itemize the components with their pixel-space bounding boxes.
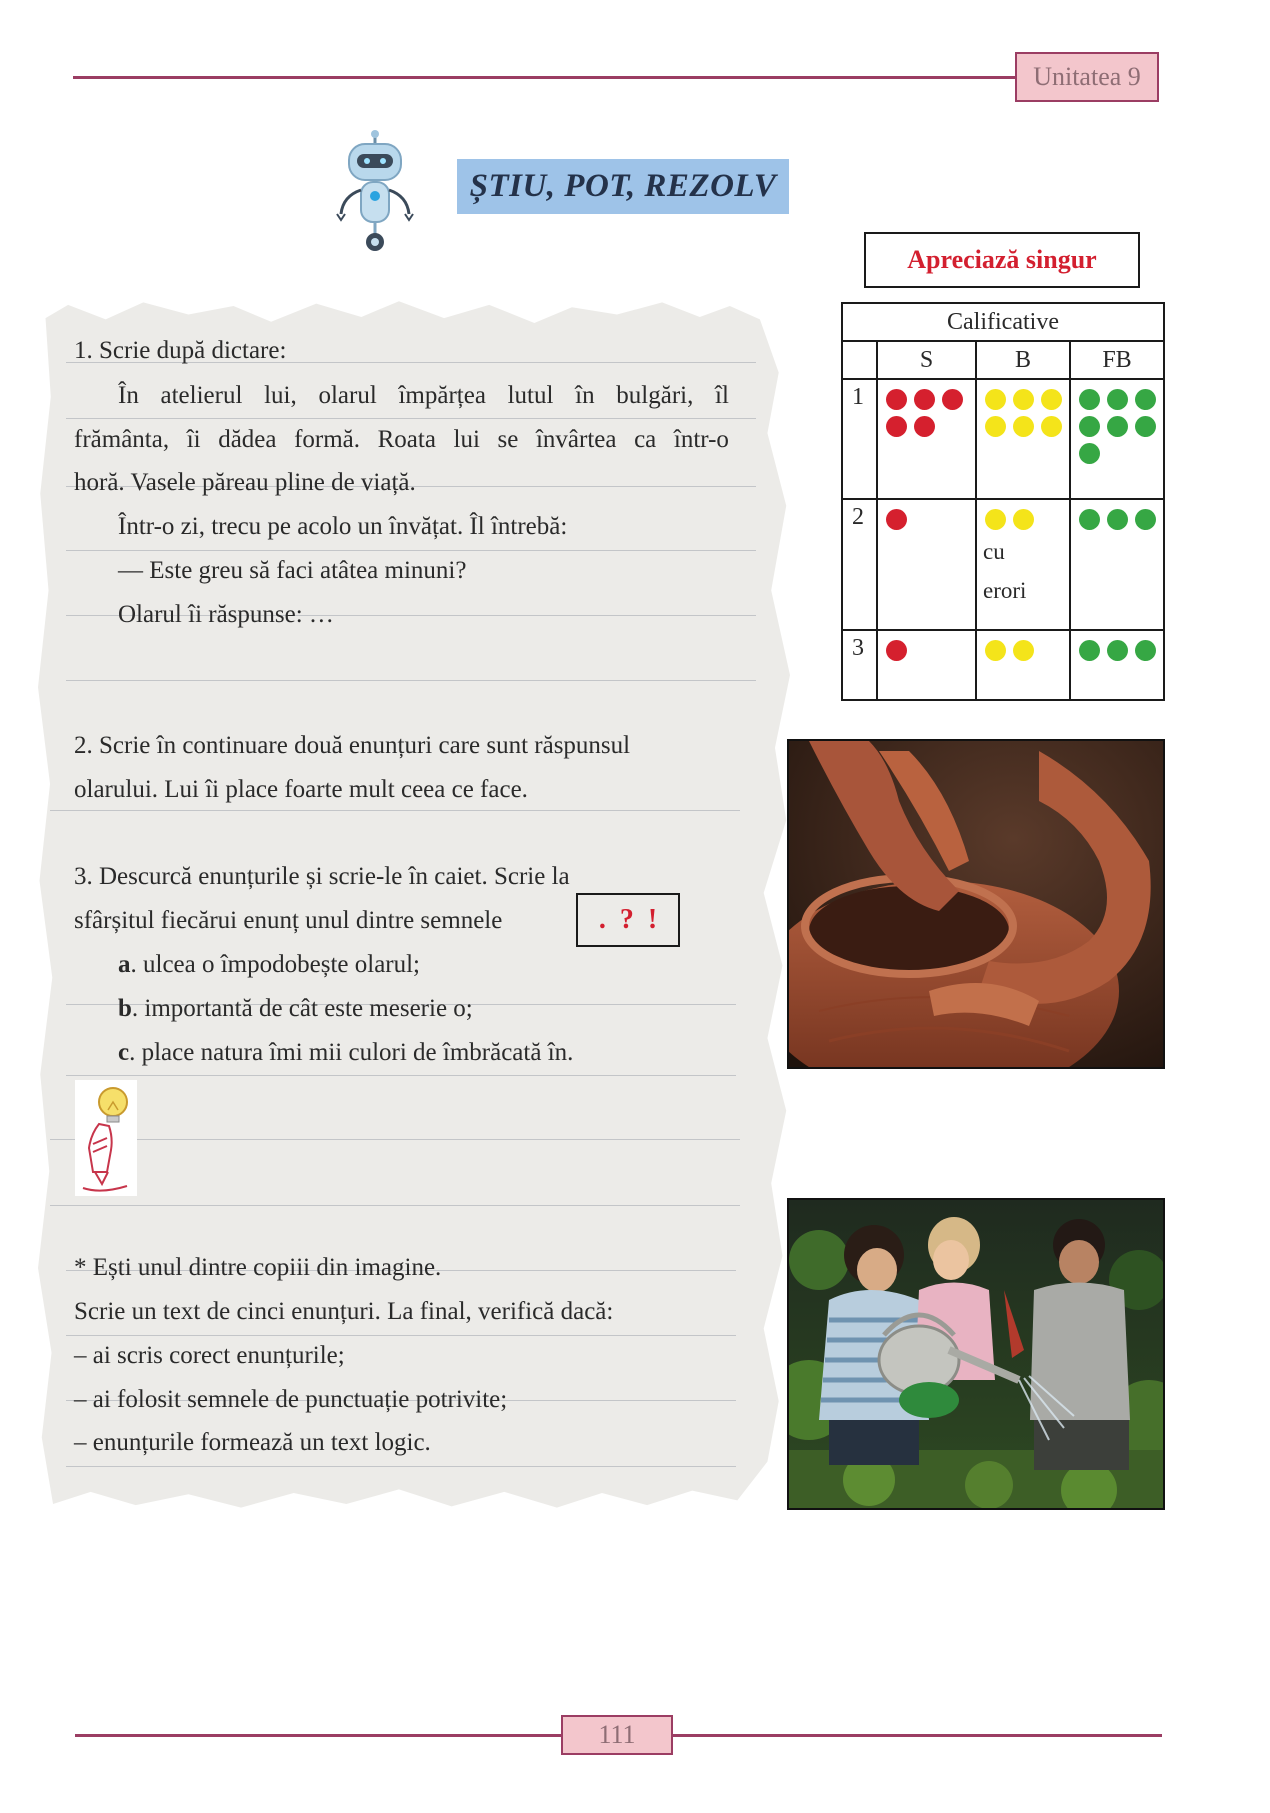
word: învârtea	[535, 426, 617, 453]
rating-cell-s	[877, 630, 976, 700]
item-letter: c	[118, 1039, 130, 1066]
rating-dot	[1135, 416, 1156, 437]
rating-dot	[1107, 416, 1128, 437]
rating-row-number: 1	[842, 379, 877, 499]
rating-table-title: Calificative	[842, 303, 1164, 341]
rating-dot	[1107, 509, 1128, 530]
word: în	[575, 382, 595, 409]
rating-dot	[985, 640, 1006, 661]
sign-question: ?	[619, 904, 634, 935]
exercise1-line5: — Este greu să faci atâtea minuni?	[118, 557, 467, 584]
rating-dot	[886, 389, 907, 410]
exercise3-item-a	[118, 950, 420, 980]
rating-cell-s	[877, 499, 976, 630]
ruled-line	[66, 1335, 736, 1336]
rating-note-erori: erori	[982, 578, 1027, 603]
rating-dot	[1107, 640, 1128, 661]
exercise4-line1: * Ești unul dintre copiii din imagine.	[74, 1254, 442, 1281]
ruled-line	[66, 418, 756, 419]
section-title: ȘTIU, POT, REZOLV	[469, 168, 777, 204]
word: bulgări,	[616, 382, 694, 409]
exercise3-line2: sfârșitul fiecărui enunț unul dintre semnele	[74, 907, 503, 934]
rating-header-s: S	[877, 341, 976, 379]
rating-row-number: 3	[842, 630, 877, 700]
word: îi	[186, 426, 201, 453]
rating-dot	[1013, 640, 1034, 661]
ruled-line	[50, 1205, 740, 1206]
word: atelierul	[160, 382, 243, 409]
rating-dot	[886, 509, 907, 530]
rating-dot	[1013, 416, 1034, 437]
word: îl	[715, 382, 729, 409]
item-text: . place natura îmi mii culori de îmbrăcată în.	[129, 1039, 574, 1066]
pottery-photo	[787, 739, 1165, 1069]
rating-dot	[1013, 509, 1034, 530]
rating-dot	[1135, 640, 1156, 661]
rating-dot	[1135, 389, 1156, 410]
rating-row-number: 2	[842, 499, 877, 630]
ruled-line	[66, 1466, 736, 1467]
exercise1-heading: 1. Scrie după dictare:	[74, 337, 287, 364]
exercise1-line3: horă. Vasele păreau pline de viață.	[74, 469, 416, 496]
rating-note-cu: cu	[982, 539, 1005, 564]
rating-dot	[1041, 389, 1062, 410]
word: lutul	[507, 382, 554, 409]
self-assessment-title: Apreciază singur	[864, 232, 1140, 288]
word: lui	[453, 426, 480, 453]
rating-dot	[1079, 416, 1100, 437]
rating-cell-s	[877, 379, 976, 499]
rating-dot	[1079, 509, 1100, 530]
rating-header-b: B	[976, 341, 1070, 379]
exercise1-line2	[74, 425, 729, 455]
rating-dot	[914, 416, 935, 437]
item-text: . ulcea o împodobește olarul;	[130, 951, 421, 978]
rating-table	[841, 302, 1165, 701]
exercise4-line2: Scrie un text de cinci enunțuri. La final, verifică dacă:	[74, 1298, 614, 1325]
word: într-o	[673, 426, 729, 453]
children-garden-photo	[787, 1198, 1165, 1510]
exercise2-line1: 2. Scrie în continuare două enunțuri care sunt răspunsul	[74, 732, 631, 759]
rating-cell-b	[976, 379, 1070, 499]
word: ca	[634, 426, 657, 453]
rating-dot	[985, 416, 1006, 437]
word: olarul	[318, 382, 377, 409]
rating-dot	[886, 416, 907, 437]
punctuation-signs-box	[576, 893, 680, 947]
exercise3-item-b	[118, 994, 473, 1024]
word: formă.	[294, 426, 361, 453]
sign-exclamation: !	[647, 904, 658, 935]
rating-dot	[1079, 640, 1100, 661]
robot-icon	[333, 130, 417, 254]
rating-header-blank	[842, 341, 877, 379]
exercise1-line4: Într-o zi, trecu pe acolo un învățat. Îl întrebă:	[118, 513, 568, 540]
rating-cell-b	[976, 499, 1070, 630]
rating-dot	[1079, 443, 1100, 464]
lightbulb-pencil-icon	[75, 1080, 137, 1196]
rating-header-fb: FB	[1070, 341, 1164, 379]
ruled-line	[66, 550, 756, 551]
ruled-line	[50, 1139, 740, 1140]
rating-dot	[985, 389, 1006, 410]
rating-dot	[886, 640, 907, 661]
rating-dot	[914, 389, 935, 410]
word: lui,	[264, 382, 297, 409]
rating-dot	[985, 509, 1006, 530]
sign-period: .	[598, 904, 606, 935]
rating-cell-fb	[1070, 630, 1164, 700]
rating-cell-fb	[1070, 499, 1164, 630]
item-letter: b	[118, 995, 132, 1022]
rating-dot	[1013, 389, 1034, 410]
exercise1-line6: Olarul îi răspunse: …	[118, 601, 334, 628]
word: În	[118, 382, 139, 409]
ruled-line	[66, 680, 756, 681]
rating-cell-b	[976, 630, 1070, 700]
item-text: . importantă de cât este meserie o;	[131, 995, 473, 1022]
rating-dot	[1041, 416, 1062, 437]
ruled-line	[66, 1075, 736, 1076]
word: dădea	[218, 426, 277, 453]
rating-dot	[1107, 389, 1128, 410]
rating-dot	[1079, 389, 1100, 410]
rating-dot	[1135, 509, 1156, 530]
exercise4-line4: – ai folosit semnele de punctuație potrivite;	[74, 1386, 508, 1413]
unit-label: Unitatea 9	[1015, 52, 1159, 102]
exercise2-line2: olarului. Lui îi place foarte mult ceea ce face.	[74, 776, 528, 803]
header-rule	[73, 76, 1015, 79]
exercise4-line3: – ai scris corect enunțurile;	[74, 1342, 345, 1369]
item-letter: a	[118, 951, 131, 978]
rating-dot	[942, 389, 963, 410]
exercise3-line1: 3. Descurcă enunțurile și scrie-le în caiet. Scrie la	[74, 863, 570, 890]
exercise4-line5: – enunțurile formează un text logic.	[74, 1429, 431, 1456]
exercise3-item-c	[118, 1038, 573, 1068]
page-number: 111	[561, 1715, 673, 1755]
word: se	[497, 426, 519, 453]
rating-cell-fb	[1070, 379, 1164, 499]
word: Roata	[377, 426, 436, 453]
word: frământa,	[74, 426, 170, 453]
section-title-banner	[457, 159, 789, 214]
exercise1-line1	[118, 381, 729, 411]
word: împărțea	[398, 382, 486, 409]
ruled-line	[50, 810, 740, 811]
